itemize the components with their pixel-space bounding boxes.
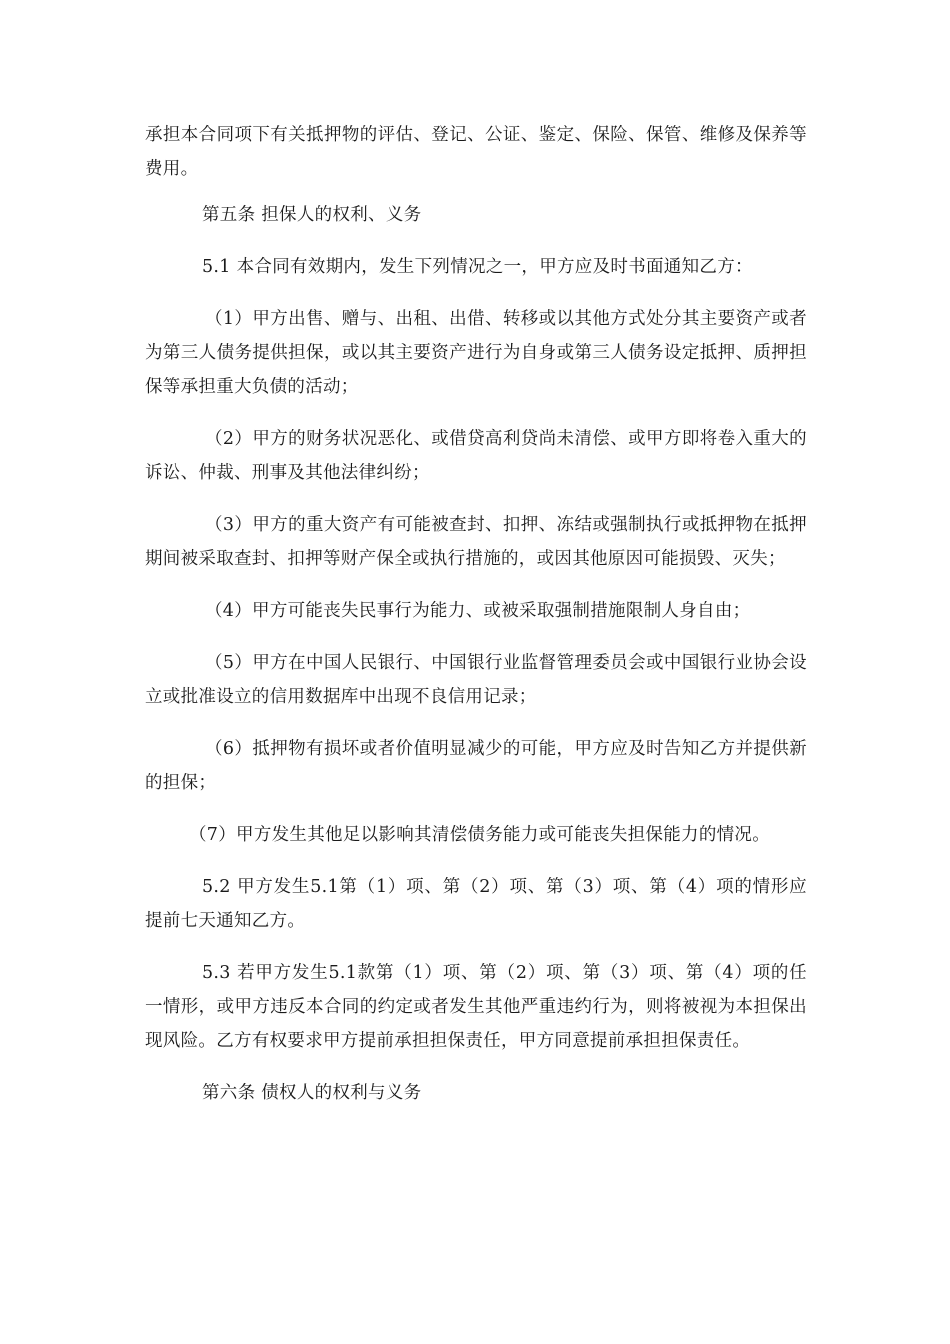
paragraph-fee-continuation: 承担本合同项下有关抵押物的评估、登记、公证、鉴定、保险、保管、维修及保养等费用。 [145, 125, 807, 179]
clause-5-1-item-1: （1）甲方出售、赠与、出租、出借、转移或以其他方式处分其主要资产或者为第三人债务提供担保，或以其主要资产进行为自身或第三人债务设定抵押、质押担保等承担重大负债的活动； [145, 309, 807, 397]
clause-5-1-item-3: （3）甲方的重大资产有可能被查封、扣押、冻结或强制执行或抵押物在抵押期间被采取查封、扣押等财产保全或执行措施的，或因其他原因可能损毁、灭失； [145, 515, 807, 569]
article-5-heading: 第五条 担保人的权利、义务 [202, 205, 422, 225]
clause-5-1-item-5: （5）甲方在中国人民银行、中国银行业监督管理委员会或中国银行业协会设立或批准设立的信用数据库中出现不良信用记录； [145, 653, 807, 707]
clause-5-1-item-6: （6）抵押物有损坏或者价值明显减少的可能，甲方应及时告知乙方并提供新的担保； [145, 739, 807, 793]
clause-5-1: 5.1 本合同有效期内，发生下列情况之一，甲方应及时书面通知乙方： [202, 257, 753, 277]
clause-5-1-item-4: （4）甲方可能丧失民事行为能力、或被采取强制措施限制人身自由； [205, 601, 751, 621]
article-6-heading: 第六条 债权人的权利与义务 [202, 1083, 422, 1103]
clause-5-2: 5.2 甲方发生5.1第（1）项、第（2）项、第（3）项、第（4）项的情形应提前七天通知乙方。 [145, 877, 807, 931]
clause-5-1-item-7: （7）甲方发生其他足以影响其清偿债务能力或可能丧失担保能力的情况。 [189, 825, 771, 845]
document-page [145, 118, 807, 1110]
clause-5-1-item-2: （2）甲方的财务状况恶化、或借贷高利贷尚未清偿、或甲方即将卷入重大的诉讼、仲裁、刑事及其他法律纠纷； [145, 429, 807, 483]
clause-5-3: 5.3 若甲方发生5.1款第（1）项、第（2）项、第（3）项、第（4）项的任一情形，或甲方违反本合同的约定或者发生其他严重违约行为，则将被视为本担保出现风险。乙方有权要求甲方提前承担担保责任，甲方同意提前承担担保责任。 [145, 963, 807, 1051]
